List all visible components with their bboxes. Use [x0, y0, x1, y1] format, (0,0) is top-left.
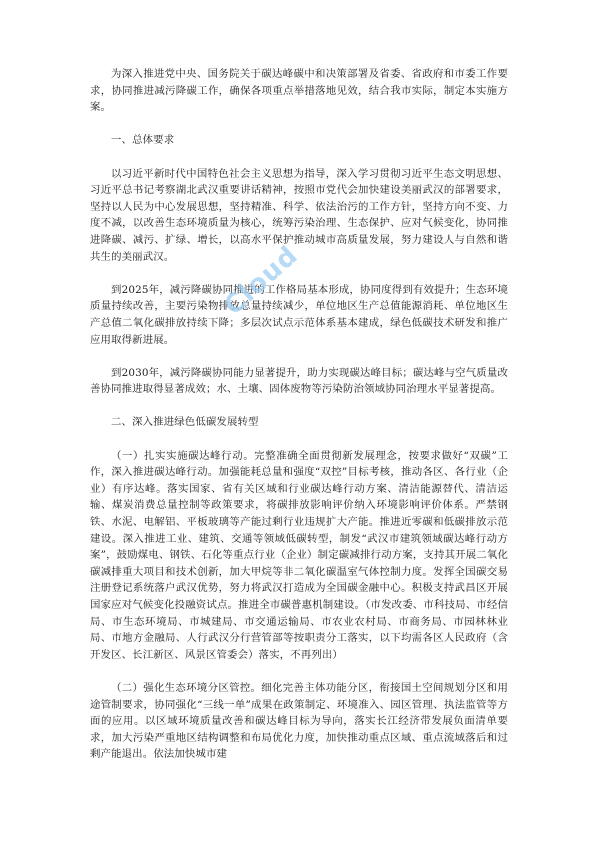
spacer: [90, 265, 508, 282]
section1-paragraph-3: 到2030年，减污降碳协同能力显著提升，助力实现碳达峰目标；碳达峰与空气质量改善协同推进取得显著成效；水、土壤、固体废物等污染防治领域协同治理水平显著提高。: [90, 366, 508, 396]
section2-paragraph-2: （二）强化生态环境分区管控。细化完善主体功能分区，衔接国土空间规划分区和用途管制要求，协同强化“三线一单”成果在政策制定、环境准入、园区管理、执法监管等方面的应用。以区域环境质量改善和碳达峰目标为导向，落实长江经济带发展负面清单要求，加大污染严重地区结构调整和布局优化力度，加快推动重点区域、重点流域落后和过剩产能退出。依法加快城市建: [90, 681, 508, 761]
watermark-text: Cloud: [218, 240, 305, 322]
section-heading-1: 一、总体要求: [111, 134, 175, 147]
section1-paragraph-2: 到2025年，减污降碳协同推进的工作格局基本形成，协同度得到有效提升；生态环境质量持续改善，主要污染物排放总量持续减少，单位地区生产总值能源消耗、单位地区生产总值二氧化碳排放持续下降；多层次试点示范体系基本建成，绿色低碳技术研发和推广应用取得新进展。: [90, 283, 508, 346]
spacer: [90, 149, 508, 166]
intro-paragraph: 为深入推进党中央、国务院关于碳达峰碳中和决策部署及省委、省政府和市委工作要求，协同推进减污降碳工作，确保各项重点举措落地见效，结合我市实际，制定本实施方案。: [90, 68, 508, 114]
section2-paragraph-1: （一）扎实实施碳达峰行动。完整准确全面贯彻新发展理念，按要求做好“双碳”工作，深入推进碳达峰行动。加强能耗总量和强度“双控”目标考核，推动各区、各行业（企业）有序达峰。落实国家、省有关区域和行业碳达峰行动方案、清洁能源替代、清洁运输、煤炭消费总量控制等政策要求，将碳排放影响评价纳入环境影响评价体系。严禁钢铁、水泥、电解铝、平板玻璃等产能过剩行业违规扩大产能。推进近零碳和低碳排放示范建设。深入推进工业、建筑、交通等领域低碳转型，制发“武汉市建筑领域碳达峰行动方案”，鼓励煤电、钢铁、石化等重点行业（企业）制定碳减排行动方案，支持其开展二氧化碳减排重大项目和技术创新，加大甲烷等非二氧化碳温室气体控制力度。发挥全国碳交易注册登记系统落户武汉优势，努力将武汉打造成为全国碳金融中心。积极支持武昌区开展国家应对气候变化投融资试点。推进全市碳普惠机制建设。（市发改委、市科技局、市经信局、市生态环境局、市城建局、市交通运输局、市农业农村局、市商务局、市园林林业局、市地方金融局、人行武汉分行营管部等按职责分工落实，以下均需各区人民政府（含开发区、长江新区、风景区管委会）落实，不再列出）: [90, 449, 508, 661]
spacer: [90, 398, 508, 415]
spacer: [90, 348, 508, 365]
section1-paragraph-1: 以习近平新时代中国特色社会主义思想为指导，深入学习贯彻习近平生态文明思想、习近平总书记考察湖北武汉重要讲话精神，按照市党代会加快建设美丽武汉的部署要求，坚持以人民为中心发展思想，坚持精准、科学、依法治污的工作方针，坚持方向不变、力度不减，以改善生态环境质量为核心，统筹污染治理、生态保护、应对气候变化，协同推进降碳、减污、扩绿、增长，以高水平保护推动城市高质量发展，努力建设人与自然和谐共生的美丽武汉。: [90, 167, 508, 263]
spacer: [90, 663, 508, 680]
spacer: [90, 431, 508, 448]
document-body: [90, 66, 508, 763]
spacer: [90, 116, 508, 133]
section-heading-2: 二、深入推进绿色低碳发展转型: [111, 416, 259, 429]
